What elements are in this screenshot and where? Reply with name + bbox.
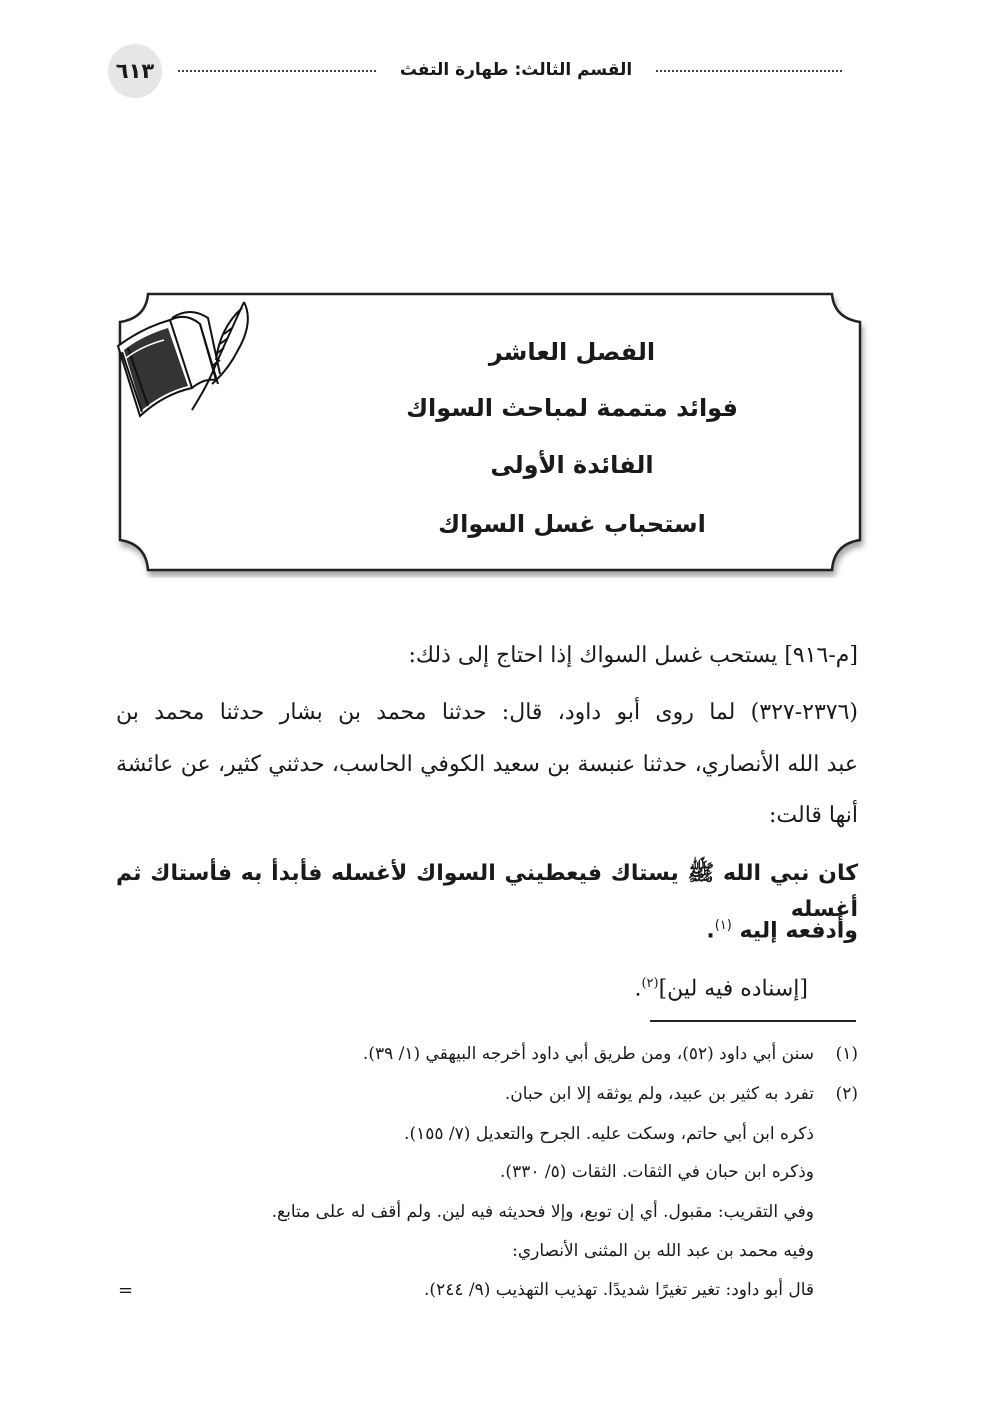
hadith-text-end: وأدفعه إليه bbox=[739, 918, 858, 944]
footnote-separator bbox=[650, 1020, 856, 1022]
grading-line bbox=[634, 966, 808, 1007]
grading-period: . bbox=[634, 976, 642, 1002]
chapter-title-box bbox=[112, 288, 870, 578]
header-dot-leader-left bbox=[178, 70, 376, 72]
chapter-heading: الفصل العاشر bbox=[488, 338, 656, 366]
benefit-heading: الفائدة الأولى bbox=[490, 451, 654, 479]
topic-heading: استحباب غسل السواك bbox=[438, 510, 706, 538]
hadith-intro-line-1: (٢٣٧٦-٣٢٧) لما روى أبو داود، قال: حدثنا محمد بن بشار حدثنا محمد بن bbox=[116, 700, 858, 725]
footnote-line: تفرد به كثير بن عبيد، ولم يوثقه إلا ابن حبان. bbox=[504, 1084, 814, 1104]
book-and-quill-icon bbox=[112, 288, 252, 418]
footnote-line: ذكره ابن أبي حاتم، وسكت عليه. الجرح والتعديل (٧/ ١٥٥). bbox=[404, 1124, 814, 1144]
hadith-intro-line-3: أنها قالت: bbox=[768, 803, 858, 828]
hadith-text-line-1: كان نبي الله ﷺ يستاك فيعطيني السواك لأغسله فأبدأ به فأستاك ثم أغسله bbox=[116, 861, 858, 922]
footnote-line: قال أبو داود: تغير تغيرًا شديدًا. تهذيب التهذيب (٩/ ٢٤٤). bbox=[424, 1280, 814, 1300]
footnote-ref-2: (٢) bbox=[641, 976, 659, 991]
grading-text: [إسناده فيه لين] bbox=[658, 976, 808, 1002]
chapter-subtitle: فوائد متممة لمباحث السواك bbox=[406, 394, 738, 422]
footnote-number: (٢) bbox=[835, 1084, 858, 1104]
running-header-title: القسم الثالث: طهارة التفث bbox=[399, 60, 633, 80]
hadith-intro-line-2: عبد الله الأنصاري، حدثنا عنبسة بن سعيد الكوفي الحاسب، حدثني كثير، عن عائشة bbox=[116, 752, 858, 777]
footnote-ref-1: (١) bbox=[714, 918, 732, 933]
footnote-line: سنن أبي داود (٥٢)، ومن طريق أبي داود أخرجه البيهقي (١/ ٣٩). bbox=[362, 1044, 814, 1064]
hadith-text-line-2 bbox=[706, 908, 858, 949]
footnote-line: وفيه محمد بن عبد الله بن المثنى الأنصاري: bbox=[512, 1241, 814, 1261]
footnote-line: وذكره ابن حبان في الثقات. الثقات (٥/ ٣٣٠). bbox=[500, 1162, 814, 1182]
header-dot-leader-right bbox=[656, 70, 842, 72]
page-number: ٦١٣ bbox=[108, 44, 162, 98]
footnote-line: وفي التقريب: مقبول. أي إن توبع، وإلا فحديثه فيه لين. ولم أقف له على متابع. bbox=[271, 1202, 814, 1222]
issue-line: [م-٩١٦] يستحب غسل السواك إذا احتاج إلى ذلك: bbox=[408, 643, 858, 668]
continuation-mark: = bbox=[118, 1280, 134, 1301]
footnote-number: (١) bbox=[835, 1044, 858, 1064]
hadith-period: . bbox=[706, 918, 715, 944]
